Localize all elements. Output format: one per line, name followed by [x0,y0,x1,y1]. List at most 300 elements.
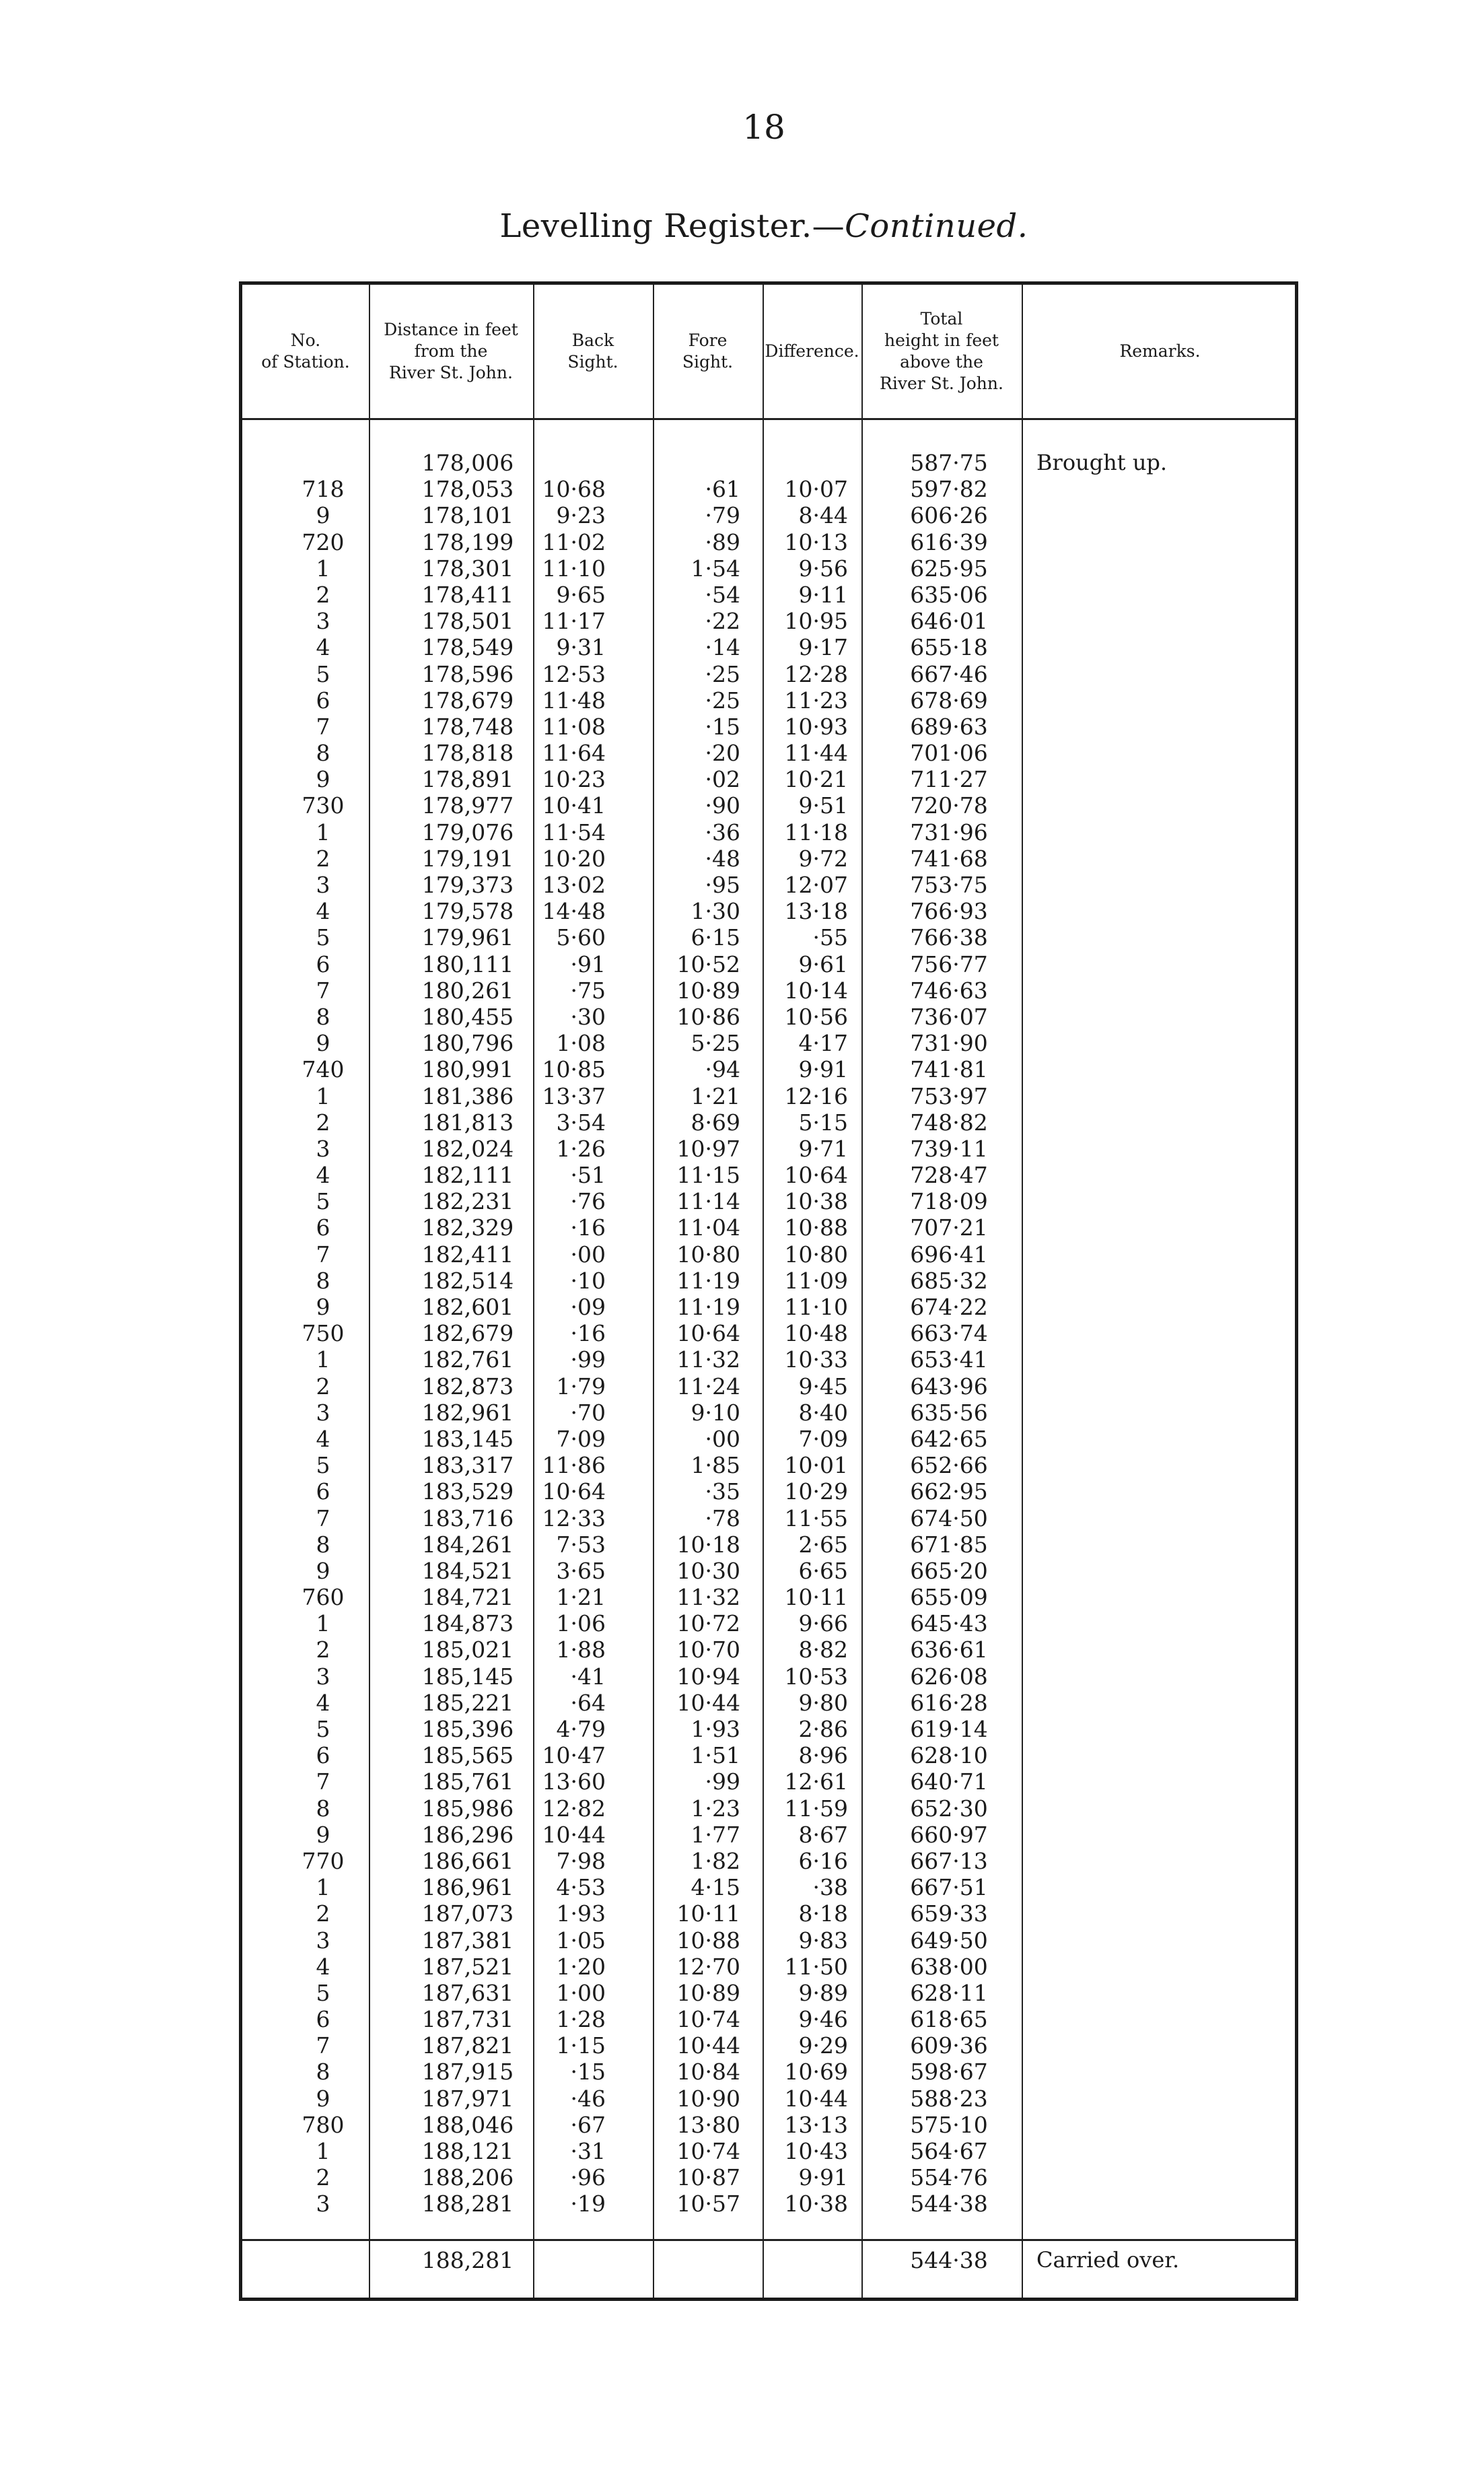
station-number-cell: 8 [316,1531,330,1558]
fore-sight-cell: 11·15 [676,1162,740,1189]
difference-cell: 8·40 [798,1399,848,1426]
fore-sight-cell: 8·69 [691,1109,740,1136]
total-height-cell: 655·18 [910,634,988,661]
distance-cell: 184,261 [421,1531,514,1558]
header-fore-sight [653,285,763,418]
back-sight-cell: 11·54 [542,819,606,846]
total-height-cell: 635·56 [910,1399,988,1426]
table-row [242,1346,1295,1373]
total-height-cell: 564·67 [910,2138,988,2164]
back-sight-cell: ·99 [570,1346,606,1373]
station-number-cell: 9 [316,2085,330,2112]
total-height-cell: 653·41 [910,1346,988,1373]
difference-cell: 8·96 [798,1742,848,1769]
fore-sight-cell: 10·57 [676,2191,740,2217]
footer-total: 544·38 [910,2247,988,2273]
distance-cell: 178,006 [421,450,514,476]
back-sight-cell: ·41 [570,1663,606,1690]
distance-cell: 180,796 [421,1030,514,1057]
total-height-cell: 756·77 [910,951,988,977]
total-height-cell: 766·93 [910,898,988,925]
difference-cell: 9·80 [798,1689,848,1716]
table-row [242,2138,1295,2164]
total-height-cell: 696·41 [910,1241,988,1268]
back-sight-cell: 1·28 [556,2006,606,2033]
distance-cell: 182,329 [421,1214,514,1241]
back-sight-cell: 4·79 [556,1716,606,1742]
difference-cell: 10·80 [784,1241,848,1268]
distance-cell: 178,748 [421,713,514,740]
title-italic-text: Continued. [845,207,1028,245]
distance-cell: 185,565 [421,1742,514,1769]
station-number-cell: 8 [316,1267,330,1294]
distance-cell: 178,818 [421,740,514,767]
difference-cell: 10·43 [784,2138,848,2164]
table-row [242,661,1295,687]
back-sight-cell: ·67 [570,2111,606,2138]
back-sight-cell: 1·79 [556,1373,606,1400]
fore-sight-cell: 10·86 [676,1003,740,1030]
difference-cell: 7·09 [798,1425,848,1452]
station-number-cell: 6 [316,1214,330,1241]
header-fore-line: Fore [688,331,728,350]
difference-cell: 11·18 [784,819,848,846]
total-height-cell: 655·09 [910,1584,988,1611]
title-text: Levelling Register.— [499,207,845,245]
fore-sight-cell: 10·30 [676,1557,740,1584]
difference-cell: 9·46 [798,2006,848,2033]
difference-cell: ·55 [812,924,848,951]
distance-cell: 178,199 [421,528,514,555]
fore-sight-cell: 10·87 [676,2164,740,2191]
table-row [242,1927,1295,1954]
station-number-cell: 718 [302,476,345,503]
distance-cell: 182,231 [421,1188,514,1215]
total-height-cell: 636·61 [910,1637,988,1663]
total-height-cell: 597·82 [910,476,988,503]
table-row [242,608,1295,634]
footer-distance: 188,281 [421,2247,514,2273]
station-number-cell: 1 [316,1874,330,1901]
fore-sight-cell: 5·25 [691,1030,740,1057]
distance-cell: 183,317 [421,1452,514,1479]
page-number: 18 [742,108,785,147]
header-fore-line: Sight. [682,352,734,372]
back-sight-cell: 10·20 [542,845,606,872]
fore-sight-cell: 11·14 [676,1188,740,1215]
total-height-cell: 643·96 [910,1373,988,1400]
fore-sight-cell: 10·90 [676,2085,740,2112]
station-number-cell: 8 [316,2059,330,2086]
distance-cell: 186,296 [421,1821,514,1848]
distance-cell: 185,145 [421,1663,514,1690]
station-number-cell: 780 [302,2111,345,2138]
table-row [242,1452,1295,1478]
difference-cell: 10·95 [784,608,848,635]
distance-cell: 178,679 [421,687,514,714]
station-number-cell: 4 [316,898,330,925]
table-row [242,924,1295,951]
station-number-cell: 2 [316,1900,330,1927]
distance-cell: 187,073 [421,1900,514,1927]
distance-cell: 181,386 [421,1082,514,1109]
total-height-cell: 645·43 [910,1610,988,1637]
fore-sight-cell: 1·21 [691,1082,740,1109]
station-number-cell: 2 [316,581,330,608]
table-row [242,1690,1295,1716]
total-height-cell: 685·32 [910,1267,988,1294]
total-height-cell: 609·36 [910,2032,988,2059]
station-number-cell: 4 [316,1953,330,1980]
difference-cell: 10·69 [784,2059,848,2086]
table-row [242,1294,1295,1320]
total-height-cell: 731·90 [910,1030,988,1057]
header-rule [242,418,1295,420]
distance-cell: 183,145 [421,1425,514,1452]
difference-cell: 11·44 [784,740,848,767]
station-number-cell: 7 [316,1768,330,1795]
fore-sight-cell: 10·74 [676,2138,740,2164]
station-number-cell: 2 [316,845,330,872]
table-row [242,1030,1295,1056]
station-number-cell: 6 [316,687,330,714]
table-body [242,450,1295,2217]
total-height-cell: 628·11 [910,1979,988,2006]
station-number-cell: 5 [316,1452,330,1479]
header-total-line: above the [900,352,983,372]
fore-sight-cell: ·61 [705,476,740,503]
back-sight-cell: ·16 [570,1320,606,1347]
station-number-cell: 9 [316,1557,330,1584]
total-height-cell: 720·78 [910,792,988,819]
difference-cell: 10·07 [784,476,848,503]
fore-sight-cell: 10·88 [676,1927,740,1954]
distance-cell: 182,761 [421,1346,514,1373]
table-row [242,740,1295,766]
total-height-cell: 753·97 [910,1082,988,1109]
table-row [242,1848,1295,1874]
total-height-cell: 748·82 [910,1109,988,1136]
distance-cell: 188,281 [421,2191,514,2217]
station-number-cell: 1 [316,555,330,582]
distance-cell: 178,891 [421,766,514,793]
back-sight-cell: 12·53 [542,660,606,687]
difference-cell: 6·16 [798,1847,848,1874]
back-sight-cell: 1·21 [556,1584,606,1611]
total-height-cell: 640·71 [910,1768,988,1795]
station-number-cell: 8 [316,740,330,767]
back-sight-cell: 10·85 [542,1056,606,1083]
back-sight-cell: 1·08 [556,1030,606,1057]
table-row [242,1373,1295,1400]
back-sight-cell: 1·00 [556,1979,606,2006]
total-height-cell: 701·06 [910,740,988,767]
station-number-cell: 6 [316,2006,330,2033]
back-sight-cell: 13·02 [542,872,606,898]
station-number-cell: 3 [316,1927,330,1954]
difference-cell: 10·13 [784,528,848,555]
station-number-cell: 1 [316,819,330,846]
station-number-cell: 4 [316,1689,330,1716]
fore-sight-cell: ·00 [705,1425,740,1452]
distance-cell: 188,121 [421,2138,514,2164]
fore-sight-cell: 10·44 [676,2032,740,2059]
table-row [242,846,1295,872]
table-row [242,1531,1295,1558]
table-row [242,2032,1295,2059]
distance-cell: 187,631 [421,1979,514,2006]
distance-cell: 178,549 [421,634,514,661]
fore-sight-cell: ·20 [705,740,740,767]
distance-cell: 178,053 [421,476,514,503]
total-height-cell: 753·75 [910,872,988,898]
distance-cell: 178,301 [421,555,514,582]
table-row [242,1954,1295,1980]
total-height-cell: 619·14 [910,1716,988,1742]
distance-cell: 182,601 [421,1294,514,1320]
distance-cell: 187,731 [421,2006,514,2033]
table-row [242,1426,1295,1452]
total-height-cell: 587·75 [910,450,988,476]
difference-cell: 10·01 [784,1452,848,1479]
table-row [242,1558,1295,1584]
table-row [242,1822,1295,1848]
header-back-line: Back [571,331,614,350]
difference-cell: 10·56 [784,1003,848,1030]
distance-cell: 184,521 [421,1557,514,1584]
total-height-cell: 642·65 [910,1425,988,1452]
station-number-cell: 740 [302,1056,345,1083]
table-row [242,476,1295,502]
total-height-cell: 618·65 [910,2006,988,2033]
difference-cell: 12·61 [784,1768,848,1795]
difference-cell: 9·89 [798,1979,848,2006]
total-height-cell: 606·26 [910,502,988,529]
back-sight-cell: 11·48 [542,687,606,714]
total-height-cell: 718·09 [910,1188,988,1215]
back-sight-cell: ·15 [570,2059,606,2086]
distance-cell: 187,821 [421,2032,514,2059]
back-sight-cell: ·16 [570,1214,606,1241]
header-distance-line: Distance in feet [384,320,518,339]
table-row [242,714,1295,740]
distance-cell: 178,501 [421,608,514,635]
difference-cell: ·38 [812,1874,848,1901]
back-sight-cell: 13·37 [542,1082,606,1109]
back-sight-cell: ·19 [570,2191,606,2217]
station-number-cell: 8 [316,1795,330,1822]
station-number-cell: 9 [316,1821,330,1848]
total-height-cell: 746·63 [910,977,988,1004]
total-height-cell: 665·20 [910,1557,988,1584]
table-row [242,1004,1295,1030]
fore-sight-cell: 4·15 [691,1874,740,1901]
back-sight-cell: ·46 [570,2085,606,2112]
distance-cell: 180,991 [421,1056,514,1083]
difference-cell: 10·14 [784,977,848,1004]
station-number-cell: 3 [316,1399,330,1426]
fore-sight-cell: ·89 [705,528,740,555]
table-row [242,1109,1295,1136]
table-row [242,1083,1295,1109]
distance-cell: 188,046 [421,2111,514,2138]
fore-sight-cell: 1·77 [691,1821,740,1848]
table-row [242,792,1295,819]
back-sight-cell: 3·65 [556,1557,606,1584]
back-sight-cell: 1·20 [556,1953,606,1980]
distance-cell: 185,396 [421,1716,514,1742]
fore-sight-cell: 11·19 [676,1294,740,1320]
distance-cell: 178,411 [421,581,514,608]
station-number-cell: 9 [316,766,330,793]
distance-cell: 183,529 [421,1478,514,1505]
fore-sight-cell: 11·24 [676,1373,740,1400]
difference-cell: 10·93 [784,713,848,740]
fore-sight-cell: 1·54 [691,555,740,582]
total-height-cell: 544·38 [910,2191,988,2217]
footer-remarks: Carried over. [1036,2247,1180,2273]
table-row [242,1136,1295,1162]
fore-sight-cell: 1·23 [691,1795,740,1822]
table-row [242,1584,1295,1610]
back-sight-cell: 1·93 [556,1900,606,1927]
distance-cell: 183,716 [421,1505,514,1531]
station-number-cell: 1 [316,1610,330,1637]
header-total-line: Total [920,309,963,329]
total-height-cell: 766·38 [910,924,988,951]
difference-cell: 9·72 [798,845,848,872]
back-sight-cell: 12·82 [542,1795,606,1822]
table-row [242,1716,1295,1742]
difference-cell: 11·09 [784,1267,848,1294]
fore-sight-cell: ·25 [705,660,740,687]
total-height-cell: 616·39 [910,528,988,555]
back-sight-cell: 7·98 [556,1847,606,1874]
header-distance-line: River St. John. [389,363,513,382]
fore-sight-cell: 1·93 [691,1716,740,1742]
fore-sight-cell: ·78 [705,1505,740,1531]
table-row [242,582,1295,608]
difference-cell: 2·65 [798,1531,848,1558]
back-sight-cell: ·64 [570,1689,606,1716]
difference-cell: 10·11 [784,1584,848,1611]
total-height-cell: 667·46 [910,660,988,687]
table-row [242,2059,1295,2085]
total-height-cell: 660·97 [910,1821,988,1848]
distance-cell: 180,111 [421,951,514,977]
distance-cell: 179,961 [421,924,514,951]
difference-cell: 10·48 [784,1320,848,1347]
station-number-cell: 2 [316,1109,330,1136]
back-sight-cell: 13·60 [542,1768,606,1795]
distance-cell: 186,661 [421,1847,514,1874]
table-row [242,898,1295,924]
difference-cell: 12·16 [784,1082,848,1109]
difference-cell: 2·86 [798,1716,848,1742]
station-number-cell: 9 [316,1294,330,1320]
fore-sight-cell: 11·32 [676,1584,740,1611]
fore-sight-cell: 10·18 [676,1531,740,1558]
header-remarks [1022,285,1298,418]
distance-cell: 187,971 [421,2085,514,2112]
fore-sight-cell: ·99 [705,1768,740,1795]
page-title [0,207,1484,245]
back-sight-cell: ·00 [570,1241,606,1268]
total-height-cell: 667·51 [910,1874,988,1901]
back-sight-cell: 9·31 [556,634,606,661]
total-height-cell: 667·13 [910,1847,988,1874]
fore-sight-cell: ·36 [705,819,740,846]
total-height-cell: 635·06 [910,581,988,608]
difference-cell: 12·07 [784,872,848,898]
difference-cell: 10·88 [784,1214,848,1241]
station-number-cell: 8 [316,1003,330,1030]
station-number-cell: 5 [316,1188,330,1215]
fore-sight-cell: 10·11 [676,1900,740,1927]
station-number-cell: 6 [316,951,330,977]
station-number-cell: 3 [316,608,330,635]
distance-cell: 182,111 [421,1162,514,1189]
station-number-cell: 3 [316,1663,330,1690]
back-sight-cell: ·09 [570,1294,606,1320]
table-row [242,1241,1295,1268]
station-number-cell: 3 [316,872,330,898]
fore-sight-cell: 11·32 [676,1346,740,1373]
back-sight-cell: 1·06 [556,1610,606,1637]
table-row [242,1795,1295,1822]
total-height-cell: 646·01 [910,608,988,635]
total-height-cell: 678·69 [910,687,988,714]
total-height-cell: 626·08 [910,1663,988,1690]
fore-sight-cell: 10·72 [676,1610,740,1637]
back-sight-cell: 10·68 [542,476,606,503]
station-number-cell: 4 [316,634,330,661]
difference-cell: 8·82 [798,1637,848,1663]
distance-cell: 185,986 [421,1795,514,1822]
fore-sight-cell: 10·80 [676,1241,740,1268]
total-height-cell: 652·30 [910,1795,988,1822]
total-height-cell: 739·11 [910,1135,988,1162]
table-row [242,2191,1295,2217]
difference-cell: 10·21 [784,766,848,793]
back-sight-cell: 4·53 [556,1874,606,1901]
difference-cell: 12·28 [784,660,848,687]
back-sight-cell: 7·09 [556,1425,606,1452]
table-row [242,2086,1295,2112]
back-sight-cell: 1·88 [556,1637,606,1663]
total-height-cell: 554·76 [910,2164,988,2191]
fore-sight-cell: 10·89 [676,1979,740,2006]
back-sight-cell: 14·48 [542,898,606,925]
back-sight-cell: 7·53 [556,1531,606,1558]
difference-cell: 10·53 [784,1663,848,1690]
table-row [242,1188,1295,1214]
difference-cell: 11·59 [784,1795,848,1822]
remarks-cell: Brought up. [1036,450,1168,475]
station-number-cell: 5 [316,924,330,951]
difference-cell: 13·13 [784,2111,848,2138]
total-height-cell: 663·74 [910,1320,988,1347]
station-number-cell: 4 [316,1162,330,1189]
distance-cell: 179,076 [421,819,514,846]
total-height-cell: 625·95 [910,555,988,582]
back-sight-cell: 11·10 [542,555,606,582]
total-height-cell: 741·81 [910,1056,988,1083]
table-row [242,951,1295,977]
fore-sight-cell: 10·70 [676,1637,740,1663]
station-number-cell: 760 [302,1584,345,1611]
distance-cell: 185,021 [421,1637,514,1663]
